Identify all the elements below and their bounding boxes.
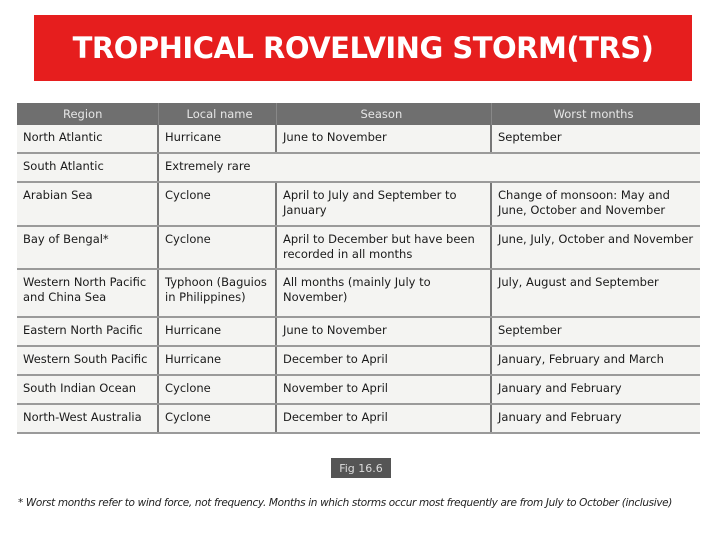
- cell-worst-months: January and February: [491, 404, 700, 433]
- cell-local-name: Cyclone: [158, 404, 276, 433]
- cell-worst-months: June, July, October and November: [491, 226, 700, 269]
- table-row: [17, 317, 700, 346]
- cell-local-name: Hurricane: [158, 125, 276, 153]
- cell-worst-months: September: [491, 317, 700, 346]
- cell-region: Western South Pacific: [17, 346, 158, 375]
- table-row: [17, 226, 700, 269]
- cell-region: North-West Australia: [17, 404, 158, 433]
- cell-local-name: Hurricane: [158, 346, 276, 375]
- figure-label: Fig 16.6: [331, 458, 391, 478]
- header-worst-months: Worst months: [491, 103, 700, 125]
- table-row: [17, 125, 700, 153]
- table-header-row: [17, 103, 700, 125]
- cell-local-name: Hurricane: [158, 317, 276, 346]
- cell-local-name: Cyclone: [158, 182, 276, 226]
- cell-region: South Atlantic: [17, 153, 158, 182]
- table-row: [17, 375, 700, 404]
- cell-region: South Indian Ocean: [17, 375, 158, 404]
- cell-worst-months: September: [491, 125, 700, 153]
- cell-season: June to November: [276, 317, 491, 346]
- cell-local-name: Typhoon (Baguios in Philippines): [158, 269, 276, 317]
- cell-region: Western North Pacific and China Sea: [17, 269, 158, 317]
- cell-season: December to April: [276, 346, 491, 375]
- cell-local-name: Extremely rare: [158, 153, 700, 182]
- table-row: [17, 404, 700, 433]
- cell-season: All months (mainly July to November): [276, 269, 491, 317]
- footnote: * Worst months refer to wind force, not frequency. Months in which storms occur most frequently are from July to October (inclusive): [18, 497, 673, 509]
- header-region: Region: [17, 103, 158, 125]
- cell-region: North Atlantic: [17, 125, 158, 153]
- table-row: [17, 269, 700, 317]
- cell-region: Eastern North Pacific: [17, 317, 158, 346]
- cell-worst-months: Change of monsoon: May and June, October and November: [491, 182, 700, 226]
- cell-region: Arabian Sea: [17, 182, 158, 226]
- table-row: [17, 153, 700, 182]
- cell-season: April to July and September to January: [276, 182, 491, 226]
- cell-season: November to April: [276, 375, 491, 404]
- storm-table: [17, 103, 700, 434]
- cell-worst-months: January, February and March: [491, 346, 700, 375]
- slide-title: TROPHICAL ROVELVING STORM(TRS): [72, 31, 654, 65]
- cell-worst-months: January and February: [491, 375, 700, 404]
- cell-local-name: Cyclone: [158, 375, 276, 404]
- cell-season: December to April: [276, 404, 491, 433]
- cell-local-name: Cyclone: [158, 226, 276, 269]
- header-season: Season: [276, 103, 491, 125]
- cell-region: Bay of Bengal*: [17, 226, 158, 269]
- table-row: [17, 346, 700, 375]
- cell-season: April to December but have been recorded in all months: [276, 226, 491, 269]
- title-banner: [34, 15, 692, 81]
- cell-season: June to November: [276, 125, 491, 153]
- table-row: [17, 182, 700, 226]
- cell-worst-months: July, August and September: [491, 269, 700, 317]
- header-local-name: Local name: [158, 103, 276, 125]
